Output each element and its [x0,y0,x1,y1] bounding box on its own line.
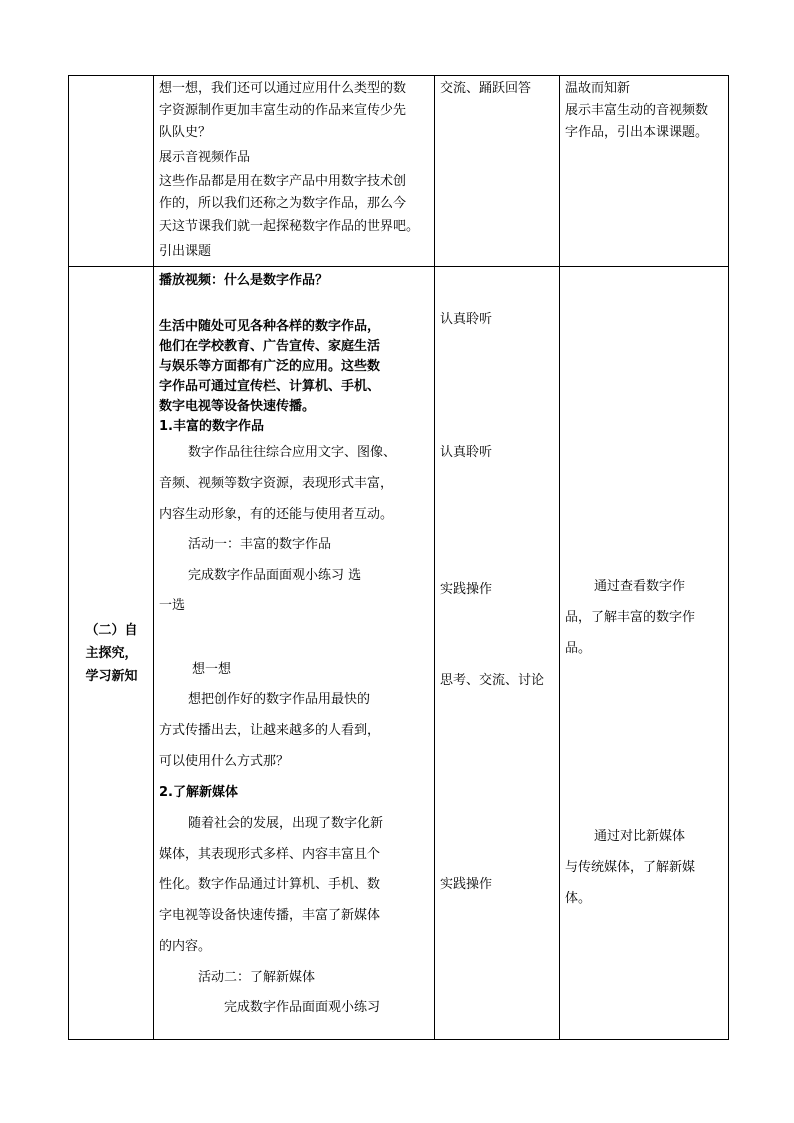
content-line: 天这节课我们就一起探秘数字作品的世界吧。 [159,219,420,234]
section-text-line: 性化。数字作品通过计算机、手机、数 [159,877,381,892]
intro-line: 生活中随处可见各种各样的数字作品， [159,319,381,334]
intent-line: 通过对比新媒体 [594,829,686,844]
section-text-line: 字电视等设备快速传播，丰富了新媒体 [159,908,381,923]
content-line: 这些作品都是用在数字产品中用数字技术创 [159,174,407,189]
section-title: 2.了解新媒体 [159,785,238,800]
content-line: 引出课题 [159,244,212,259]
think-line: 想把创作好的数字作品用最快的 [188,692,371,707]
practice-line: 完成数字作品面面观小练习 [224,1000,381,1015]
intent-line: 温故而知新 [565,81,631,96]
activity-text: 认真聆听 [440,445,493,460]
activity-text: 交流、踊跃回答 [440,81,532,96]
intent-line: 通过查看数字作 [594,579,686,594]
table-row [69,76,729,267]
intent-line: 字作品，引出本课课题。 [565,125,709,140]
section-text-line: 内容生动形象，有的还能与使用者互动。 [159,507,394,522]
content-line: 作的，所以我们还称之为数字作品，那么今 [159,196,407,211]
content-line: 队队史？ [159,125,212,140]
activity-cell [435,76,560,267]
table-row [69,267,729,1040]
intro-line: 字作品可通过宣传栏、计算机、手机、 [159,379,381,394]
content-line: 展示音视频作品 [159,150,251,165]
section-text-line: 媒体，其表现形式多样、内容丰富且个 [159,847,381,862]
intent-line: 品，了解丰富的数字作 [565,610,696,625]
activity-title: 活动二：了解新媒体 [198,970,316,985]
content-cell [154,76,435,267]
intent-cell [560,267,729,1040]
activity-cell [435,267,560,1040]
activity-text: 实践操作 [440,877,493,892]
intent-line: 体。 [565,891,592,906]
intent-line: 与传统媒体，了解新媒 [565,860,696,875]
intro-line: 与娱乐等方面都有广泛的应用。这些数 [159,359,381,374]
stage-label: （二）自 主探究， 学习新知 [85,623,138,684]
section-title: 1.丰富的数字作品 [159,419,264,434]
think-title: 想一想 [192,662,232,677]
intent-line: 品。 [565,641,592,656]
activity-text: 实践操作 [440,582,493,597]
practice-line: 一选 [159,598,186,613]
intro-line: 数字电视等设备快速传播。 [159,399,316,414]
intent-line: 展示丰富生动的音视频数 [565,103,709,118]
activity-text: 思考、交流、讨论 [440,673,545,688]
think-line: 可以使用什么方式那？ [159,754,290,769]
content-cell [154,267,435,1040]
section-text-line: 数字作品往往综合应用文字、图像、 [188,445,397,460]
intent-cell [560,76,729,267]
lesson-plan-table [68,75,729,1040]
section-text-line: 随着社会的发展，出现了数字化新 [188,816,384,831]
stage-cell [69,267,154,1040]
content-line: 想一想，我们还可以通过应用什么类型的数 [159,81,407,96]
section-text-line: 的内容。 [159,939,212,954]
stage-cell [69,76,154,267]
think-line: 方式传播出去，让越来越多的人看到， [159,723,381,738]
practice-line: 完成数字作品面面观小练习 选 [188,568,362,583]
activity-title: 活动一：丰富的数字作品 [188,537,332,552]
section-text-line: 音频、视频等数字资源，表现形式丰富， [159,476,394,491]
content-line: 字资源制作更加丰富生动的作品来宣传少先 [159,103,407,118]
play-video-heading: 播放视频：什么是数字作品？ [159,273,329,288]
activity-text: 认真聆听 [440,312,493,327]
intro-line: 他们在学校教育、广告宣传、家庭生活 [159,339,381,354]
